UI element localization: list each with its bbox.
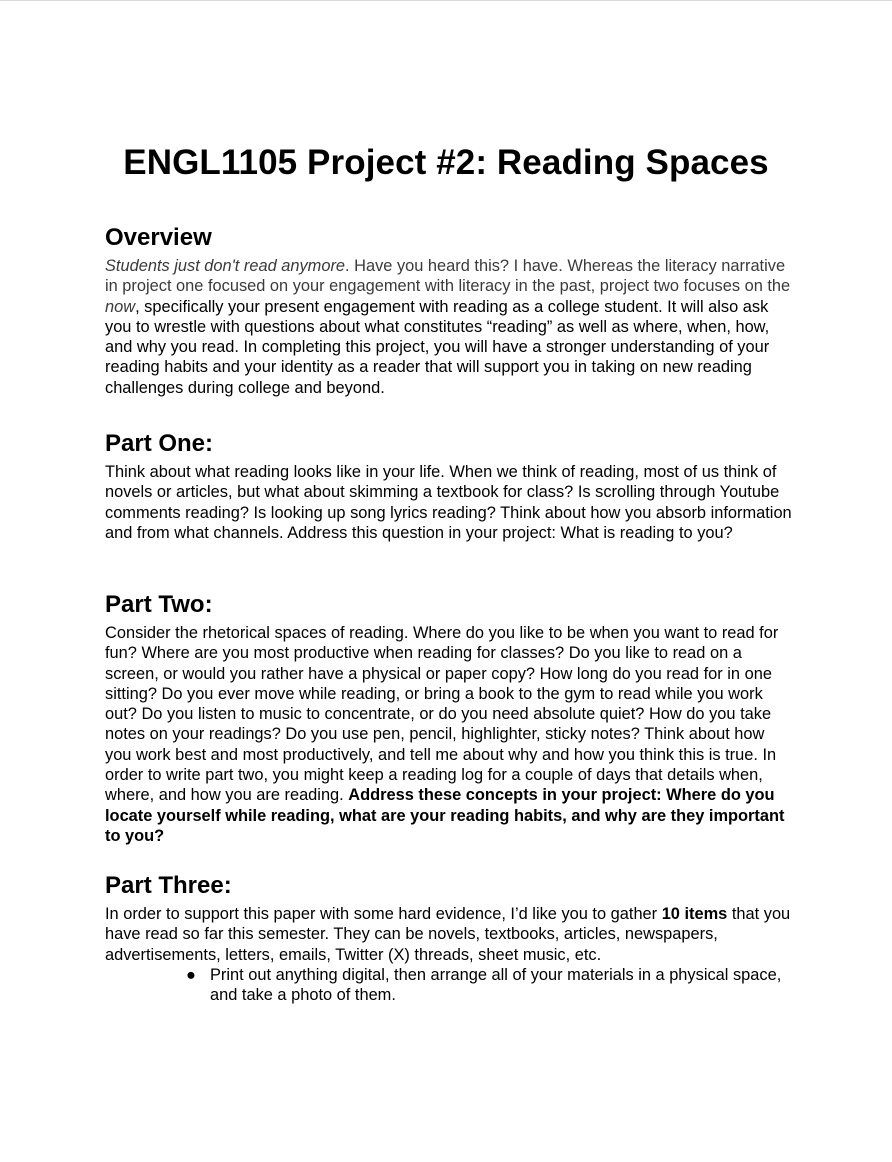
overview-intro-text: . Have you heard this? I have. Whereas the literacy narrative in project one focused on your engagement with literacy in the past, project two focuses on the (105, 257, 791, 296)
part-one-paragraph: Think about what reading looks like in your life. When we think of reading, most of us think of novels or articles, but what about skimming a textbook for class? Is scrolling through Youtube comments reading? Is looking up song lyrics reading? Think about how you absorb information and from what channels. Address this question in your project: What is reading to you? (105, 463, 792, 542)
bullet-text: Print out anything digital, then arrange all of your materials in a physical space, and take a photo of them. (210, 965, 782, 1005)
list-item (105, 965, 795, 1006)
overview-section (105, 223, 795, 398)
part-three-heading: Part Three: (105, 872, 232, 899)
document-title: ENGL1105 Project #2: Reading Spaces (123, 143, 769, 182)
part-two-body-text: Consider the rhetorical spaces of reading. Where do you like to be when you want to read for fun? Where are you most productive when reading for classes? Do you like to read on a screen, or would you rather have a physical or paper copy? How long do you read for in one sitting? Do you ever move while reading, or bring a book to the gym to read while you work out? Do you listen to music to concentrate, or do you need absolute quiet? How do you take notes on your readings? Do you use pen, pencil, highlighter, sticky notes? Think about how you work best and most productively, and tell me about why and how you think this is true. In order to write part two, you might keep a reading log for a couple of days that details when, where, and how you are reading. (105, 624, 779, 805)
part-two-bold-prompt: Address these concepts in your project: Where do you locate yourself while reading, what are your reading habits, and why are they important to you? (105, 786, 785, 845)
overview-body-text: , specifically your present engagement with reading as a college student. It will also ask you to wrestle with questions about what constitutes “reading” as well as where, when, how, and why you read. In completing this project, you will have a stronger understanding of your reading habits and your identity as a reader that will support you in taking on new reading challenges during college and beyond. (105, 297, 770, 397)
part-one-heading: Part One: (105, 430, 214, 457)
part-three-section (105, 871, 795, 1005)
overview-heading: Overview (105, 224, 212, 251)
part-two-heading: Part Two: (105, 591, 213, 618)
overview-intro-italic: Students just don't read anymore (105, 257, 346, 275)
part-three-paragraph (105, 904, 795, 965)
part-three-bold-count: 10 items (661, 905, 728, 923)
part-one-section (105, 429, 795, 543)
part-two-paragraph (105, 623, 795, 846)
part-two-section (105, 590, 795, 846)
bullet-icon: ● (186, 965, 196, 984)
overview-now-word: now (105, 297, 136, 316)
part-three-body-end: that you have read so far this semester. They can be novels, textbooks, articles, newspapers, advertisements, letters, emails, Twitter (X) threads, sheet music, etc. (105, 905, 791, 964)
overview-paragraph (105, 256, 795, 398)
part-three-body-start: In order to support this paper with some hard evidence, I’d like you to gather (105, 905, 662, 923)
page-top-border (0, 0, 892, 1)
part-three-bullet-list (105, 965, 795, 1006)
